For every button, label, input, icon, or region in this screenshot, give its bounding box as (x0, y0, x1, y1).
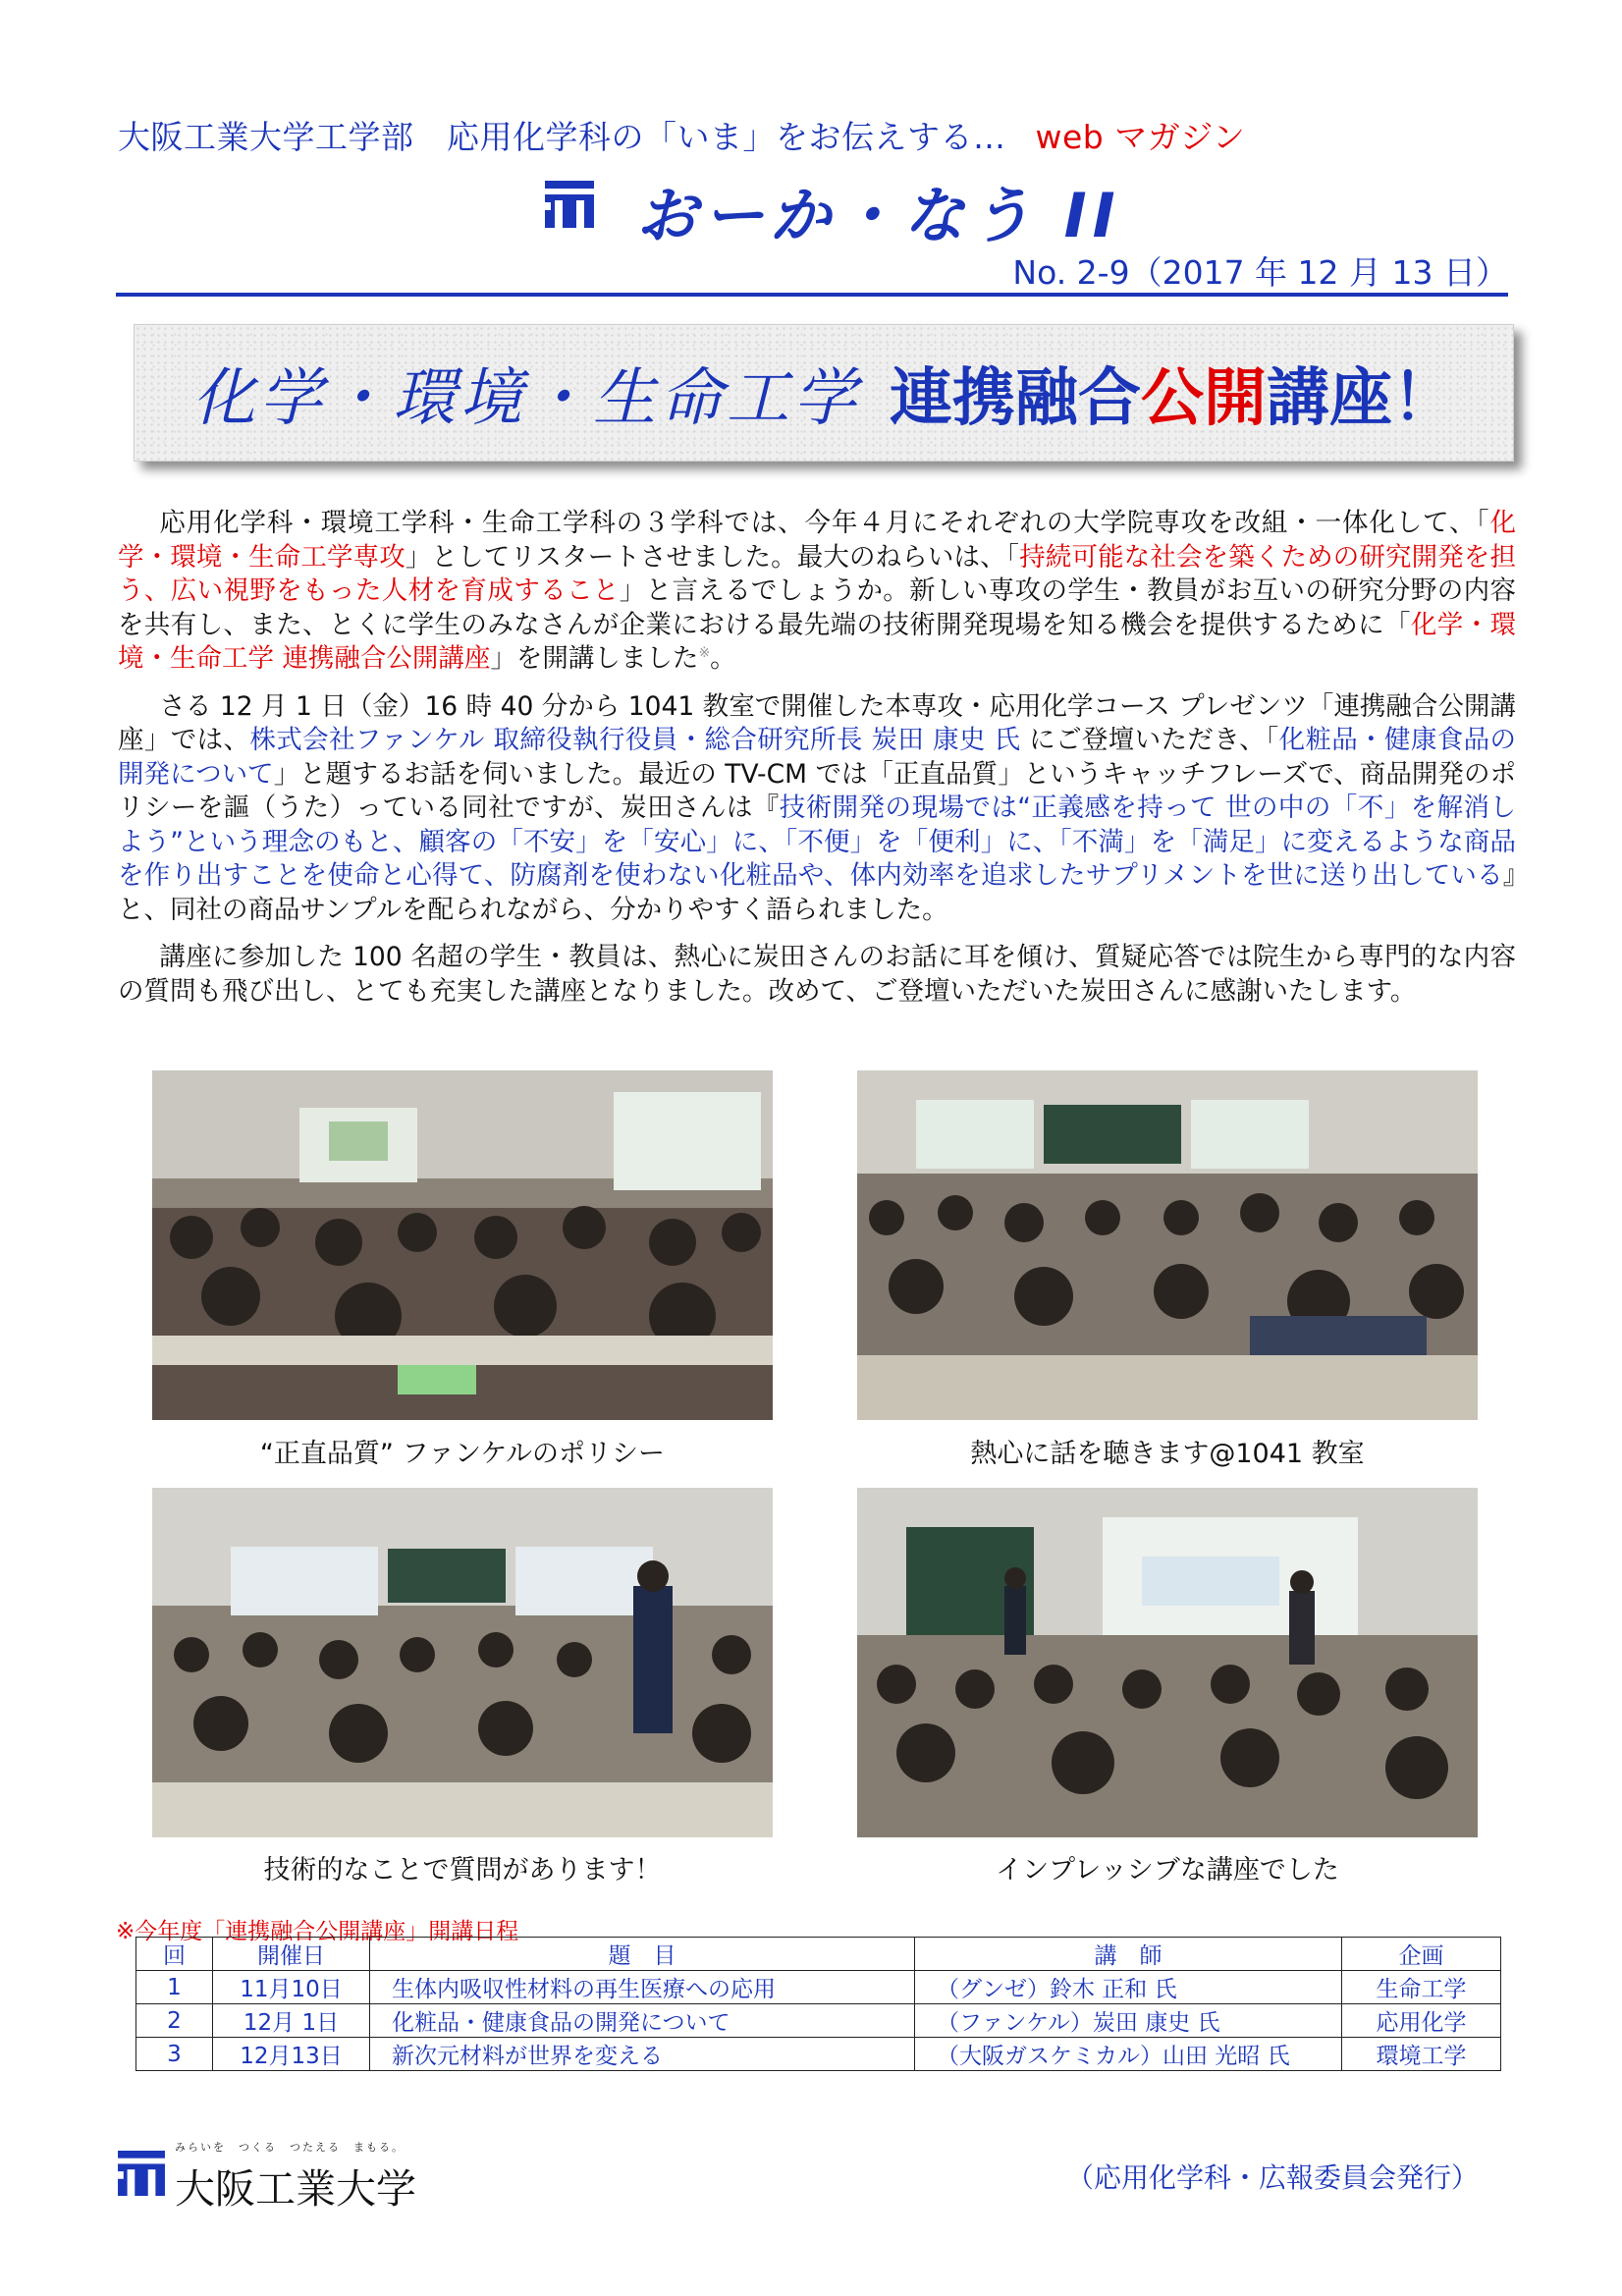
text-segment: 株式会社ファンケル 取締役執行役員・総合研究所長 炭田 康史 氏 (249, 725, 1021, 755)
cell-topic: 化粧品・健康食品の開発について (370, 2004, 915, 2038)
text-segment: にご登壇いただき、「 (1020, 725, 1279, 755)
header-lecturer: 講 師 (915, 1938, 1342, 1971)
text-segment: 」を開講しました (490, 643, 699, 674)
banner-open: 公開 (1141, 362, 1267, 435)
table-row (136, 2004, 1501, 2038)
headline-banner (134, 324, 1514, 462)
magazine-title: おーか・なう II (636, 180, 1121, 251)
text-segment: 」と言えるでしょうか。新しい専攻の学生・教員がお互いの研究分野の内容を共有し、また、とくに学生のみなさんが企業における最先端の技術開発現場を知る機会を提供するために「 (118, 575, 1516, 640)
article-paragraph-2 (118, 690, 1516, 928)
text-segment: 』と、同社の商品サンプルを配られながら、分かりやすく語られました。 (118, 860, 1516, 925)
text-segment: さる 12 月 1 日（金）16 時 40 分から 1041 教室で開催した本専攻・応用化学コース プレゼンツ「連携融合公開講座」では、 (118, 690, 1516, 755)
header-date: 開催日 (213, 1938, 370, 1971)
photo-speaker (857, 1488, 1478, 1837)
banner-field-names: 化学・環境・生命工学 (192, 362, 860, 435)
cell-lecturer: （グンゼ）鈴木 正和 氏 (915, 1971, 1342, 2004)
text-segment: 。 (710, 643, 736, 674)
header-no: 回 (136, 1938, 213, 1971)
cell-date: 11月10日 (213, 1971, 370, 2004)
text-segment: 化粧品・健康食品の開発について (118, 725, 1516, 790)
schedule-title: ※今年度「連携融合公開講座」開講日程 (116, 1919, 519, 1944)
university-tagline: みらいを つくる つたえる まもる。 (175, 2141, 405, 2154)
issue-number: No. 2-9（2017 年 12 月 13 日） (1012, 253, 1508, 292)
text-segment: 」としてリスタートさせました。最大のねらいは、「 (405, 541, 1020, 573)
cell-organizer: 生命工学 (1342, 1971, 1501, 2004)
oit-logo-icon (545, 181, 594, 228)
photo-caption-1: “正直品質” ファンケルのポリシー (259, 1439, 666, 1469)
schedule-header-row (136, 1938, 1501, 1971)
photo-caption-4: インプレッシブな講座でした (996, 1855, 1339, 1886)
cell-topic: 生体内吸収性材料の再生医療への応用 (370, 1971, 915, 2004)
header-tagline-text: 大阪工業大学工学部 応用化学科の「いま」をお伝えする… (118, 118, 1006, 156)
cell-lecturer: （大阪ガスケミカル）山田 光昭 氏 (915, 2038, 1342, 2071)
banner-collab: 連携融合 (890, 362, 1141, 435)
table-row (136, 1971, 1501, 2004)
cell-lecturer: （ファンケル）炭田 康史 氏 (915, 2004, 1342, 2038)
banner-lecture: 講座！ (1267, 362, 1455, 435)
cell-date: 12月 1日 (213, 2004, 370, 2038)
web-magazine-label: web マガジン (1035, 118, 1246, 156)
schedule-table (135, 1937, 1501, 2071)
photo-question (152, 1488, 773, 1837)
header-tagline (118, 112, 1245, 158)
footnote-mark: ※ (698, 645, 711, 662)
header-divider (116, 293, 1508, 297)
publisher-note: （応用化学科・広報委員会発行） (1065, 2161, 1479, 2194)
text-segment: 応用化学科・環境工学科・生命工学科の３学科では、今年４月にそれぞれの大学院専攻を改組・一体化して、「 (159, 508, 1490, 538)
text-segment: 化学・環境・生命工学 連携融合公開講座 (118, 609, 1516, 674)
text-segment: 持続可能な社会を築くための研究開発を担う、広い視野をもった人材を育成すること (118, 541, 1517, 606)
text-segment: 技術開発の現場では“正義感を持って 世の中の「不」を解消しよう”という理念のもと、顧客の「不安」を「安心」に、「不便」を「便利」に、「不満」を「満足」に変えるような商品を作り出すことを使命と心得て、防腐剤を使わない化粧品や、体内効率を追求したサプリメントを世に送り出している (118, 793, 1516, 891)
photo-lecture-hall-2 (857, 1070, 1478, 1420)
cell-no: 2 (136, 2004, 213, 2038)
oit-logo-icon (118, 2151, 165, 2196)
header-organizer: 企画 (1342, 1938, 1501, 1971)
text-segment: 」と題するお話を伺いました。最近の TV-CM では「正直品質」というキャッチフレーズで、商品開発のポリシーを謳（うた）っている同社ですが、炭田さんは『 (118, 758, 1516, 823)
photo-lecture-hall-1 (152, 1070, 773, 1420)
cell-organizer: 環境工学 (1342, 2038, 1501, 2071)
photo-caption-2: 熱心に話を聴きます@1041 教室 (970, 1439, 1365, 1469)
cell-organizer: 応用化学 (1342, 2004, 1501, 2038)
cell-no: 1 (136, 1971, 213, 2004)
table-row (136, 2038, 1501, 2071)
article-body (118, 507, 1516, 1022)
article-paragraph-1 (118, 507, 1516, 677)
photo-caption-3: 技術的なことで質問があります！ (263, 1855, 662, 1886)
cell-date: 12月13日 (213, 2038, 370, 2071)
text-segment: 化学・環境・生命工学専攻 (118, 508, 1516, 573)
cell-topic: 新次元材料が世界を変える (370, 2038, 915, 2071)
cell-no: 3 (136, 2038, 213, 2071)
university-name: 大阪工業大学 (175, 2165, 416, 2213)
header-topic: 題 目 (370, 1938, 915, 1971)
article-paragraph-3: 講座に参加した 100 名超の学生・教員は、熱心に炭田さんのお話に耳を傾け、質疑応答では院生から専門的な内容の質問も飛び出し、とても充実した講座となりました。改めて、ご登壇いただいた炭田さんに感謝いたします。 (118, 942, 1516, 1007)
